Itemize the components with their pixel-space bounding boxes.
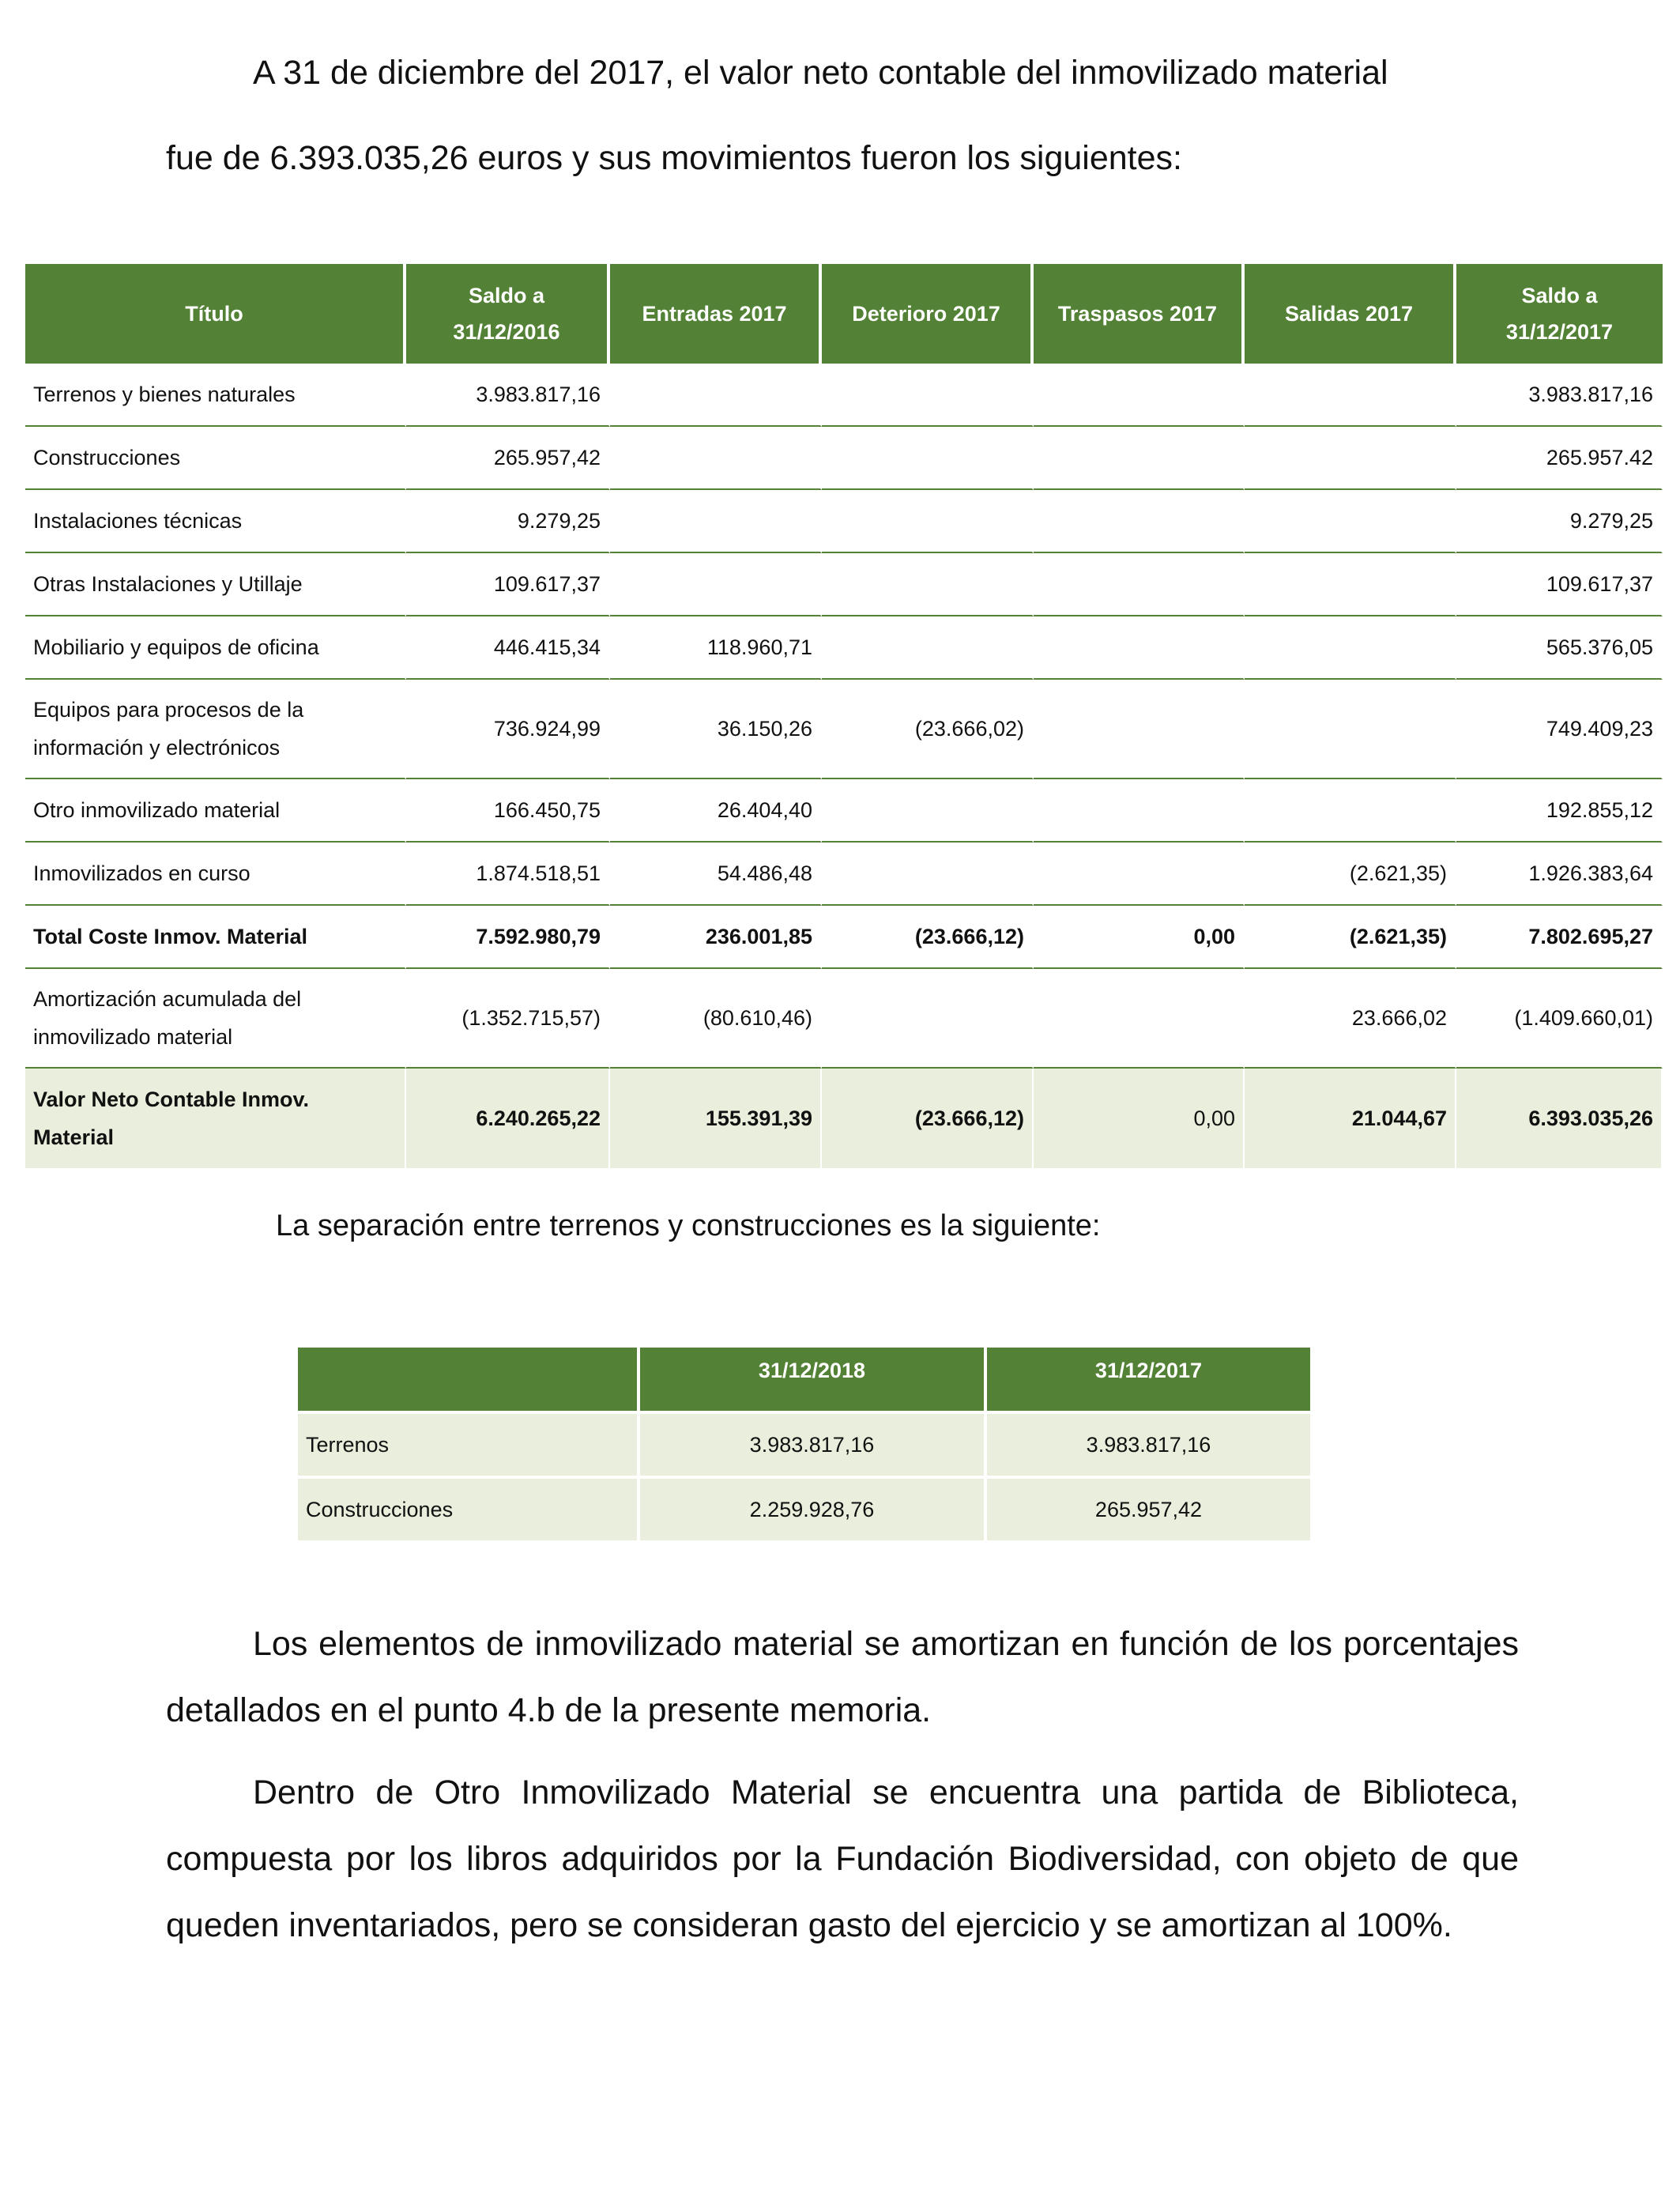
cell-deterioro: (23.666,12) <box>822 906 1034 969</box>
row-label: Inmovilizados en curso <box>25 843 406 906</box>
table-header-row <box>298 1348 1310 1411</box>
movements-table <box>25 264 1663 1168</box>
row-label-line1: Valor Neto Contable Inmov. <box>33 1088 310 1111</box>
table-row <box>25 969 1663 1069</box>
table-row <box>25 490 1663 553</box>
cell-deterioro <box>822 427 1034 490</box>
header-traspasos: Traspasos 2017 <box>1034 264 1245 364</box>
cell-deterioro <box>822 969 1034 1069</box>
row-label: Construcciones <box>298 1476 640 1540</box>
row-label: Instalaciones técnicas <box>25 490 406 553</box>
cell-salidas: (2.621,35) <box>1245 843 1456 906</box>
total-row <box>25 906 1663 969</box>
row-label: Construcciones <box>25 427 406 490</box>
cell-saldo-2017: 1.926.383,64 <box>1456 843 1663 906</box>
row-label-line2: Material <box>33 1125 115 1149</box>
cell-entradas <box>610 427 822 490</box>
cell-entradas: 36.150,26 <box>610 680 822 779</box>
cell-salidas <box>1245 490 1456 553</box>
cell-salidas: (2.621,35) <box>1245 906 1456 969</box>
row-label <box>25 969 406 1069</box>
row-label-line2: información y electrónicos <box>33 736 281 760</box>
cell-entradas: 236.001,85 <box>610 906 822 969</box>
amortization-paragraph: Los elementos de inmovilizado material se amortizan en función de los porcentajes detallados en el punto 4.b de la presente memoria. <box>166 1625 1519 1729</box>
header-entradas: Entradas 2017 <box>610 264 822 364</box>
cell-saldo-2016: 9.279,25 <box>406 490 610 553</box>
cell-saldo-2017: 9.279,25 <box>1456 490 1663 553</box>
cell-deterioro: (23.666,12) <box>822 1069 1034 1168</box>
cell-saldo-2017: 265.957.42 <box>1456 427 1663 490</box>
separation-text: La separación entre terrenos y construcciones es la siguiente: <box>276 1209 1101 1242</box>
cell-salidas <box>1245 779 1456 843</box>
table-row <box>298 1411 1310 1476</box>
row-label <box>25 680 406 779</box>
intro-line-2: fue de 6.393.035,26 euros y sus movimientos fueron los siguientes: <box>166 139 1182 177</box>
cell-deterioro <box>822 843 1034 906</box>
cell-saldo-2016: 1.874.518,51 <box>406 843 610 906</box>
cell-salidas <box>1245 680 1456 779</box>
row-label: Terrenos y bienes naturales <box>25 364 406 427</box>
cell-saldo-2017: (1.409.660,01) <box>1456 969 1663 1069</box>
cell-2018: 2.259.928,76 <box>640 1476 987 1540</box>
table-row <box>25 553 1663 616</box>
cell-2017: 3.983.817,16 <box>987 1411 1310 1476</box>
row-label-line2: inmovilizado material <box>33 1025 233 1049</box>
cell-saldo-2017: 3.983.817,16 <box>1456 364 1663 427</box>
table-row <box>298 1476 1310 1540</box>
cell-traspasos <box>1034 427 1245 490</box>
net-value-row <box>25 1069 1663 1168</box>
cell-saldo-2016: 3.983.817,16 <box>406 364 610 427</box>
row-label: Mobiliario y equipos de oficina <box>25 616 406 680</box>
header-saldo-2016 <box>406 264 610 364</box>
row-label: Otro inmovilizado material <box>25 779 406 843</box>
cell-saldo-2017: 192.855,12 <box>1456 779 1663 843</box>
table-header-row <box>25 264 1663 364</box>
row-label-line1: Equipos para procesos de la <box>33 698 304 722</box>
library-paragraph: Dentro de Otro Inmovilizado Material se encuentra una partida de Biblioteca, compuesta por los libros adquiridos por la Fundación Biodiversidad, con objeto de que queden inventariados, pero se consideran gasto del ejercicio y se amortizan al 100%. <box>166 1774 1519 1944</box>
cell-traspasos <box>1034 843 1245 906</box>
cell-saldo-2016: 6.240.265,22 <box>406 1069 610 1168</box>
cell-saldo-2017: 565.376,05 <box>1456 616 1663 680</box>
cell-salidas <box>1245 364 1456 427</box>
cell-saldo-2016: (1.352.715,57) <box>406 969 610 1069</box>
cell-deterioro <box>822 553 1034 616</box>
cell-deterioro <box>822 779 1034 843</box>
cell-traspasos <box>1034 553 1245 616</box>
cell-salidas: 23.666,02 <box>1245 969 1456 1069</box>
cell-saldo-2016: 446.415,34 <box>406 616 610 680</box>
cell-entradas <box>610 553 822 616</box>
row-label: Otras Instalaciones y Utillaje <box>25 553 406 616</box>
header-2017: 31/12/2017 <box>987 1348 1310 1411</box>
intro-line-1: A 31 de diciembre del 2017, el valor neto contable del inmovilizado material <box>253 54 1388 92</box>
header-titulo: Título <box>25 264 406 364</box>
table-row <box>25 680 1663 779</box>
cell-deterioro <box>822 364 1034 427</box>
cell-saldo-2016: 736.924,99 <box>406 680 610 779</box>
row-label-line1: Amortización acumulada del <box>33 987 302 1011</box>
cell-deterioro <box>822 490 1034 553</box>
header-saldo-2017-line1: Saldo a <box>1521 284 1598 307</box>
header-saldo-2017 <box>1456 264 1663 364</box>
land-buildings-table <box>298 1348 1310 1540</box>
cell-saldo-2016: 265.957,42 <box>406 427 610 490</box>
header-empty <box>298 1348 640 1411</box>
cell-entradas: 118.960,71 <box>610 616 822 680</box>
cell-traspasos: 0,00 <box>1034 1069 1245 1168</box>
cell-traspasos <box>1034 490 1245 553</box>
cell-deterioro <box>822 616 1034 680</box>
cell-saldo-2016: 7.592.980,79 <box>406 906 610 969</box>
cell-salidas <box>1245 616 1456 680</box>
cell-traspasos <box>1034 616 1245 680</box>
cell-entradas: 54.486,48 <box>610 843 822 906</box>
cell-saldo-2017: 6.393.035,26 <box>1456 1069 1663 1168</box>
cell-saldo-2017: 749.409,23 <box>1456 680 1663 779</box>
cell-entradas <box>610 364 822 427</box>
table-row <box>25 427 1663 490</box>
cell-entradas: 155.391,39 <box>610 1069 822 1168</box>
cell-traspasos <box>1034 969 1245 1069</box>
header-saldo-2016-line1: Saldo a <box>468 284 545 307</box>
cell-entradas: (80.610,46) <box>610 969 822 1069</box>
row-label: Terrenos <box>298 1411 640 1476</box>
table-row <box>25 364 1663 427</box>
cell-salidas <box>1245 427 1456 490</box>
table-row <box>25 843 1663 906</box>
table-row <box>25 779 1663 843</box>
cell-salidas: 21.044,67 <box>1245 1069 1456 1168</box>
cell-saldo-2016: 166.450,75 <box>406 779 610 843</box>
header-deterioro: Deterioro 2017 <box>822 264 1034 364</box>
cell-salidas <box>1245 553 1456 616</box>
header-salidas: Salidas 2017 <box>1245 264 1456 364</box>
cell-traspasos <box>1034 364 1245 427</box>
cell-saldo-2016: 109.617,37 <box>406 553 610 616</box>
row-label: Total Coste Inmov. Material <box>25 906 406 969</box>
cell-traspasos <box>1034 779 1245 843</box>
cell-saldo-2017: 7.802.695,27 <box>1456 906 1663 969</box>
cell-2017: 265.957,42 <box>987 1476 1310 1540</box>
header-saldo-2017-line2: 31/12/2017 <box>1505 320 1614 344</box>
cell-traspasos <box>1034 680 1245 779</box>
cell-2018: 3.983.817,16 <box>640 1411 987 1476</box>
cell-entradas: 26.404,40 <box>610 779 822 843</box>
cell-traspasos: 0,00 <box>1034 906 1245 969</box>
table-row <box>25 616 1663 680</box>
cell-saldo-2017: 109.617,37 <box>1456 553 1663 616</box>
row-label <box>25 1069 406 1168</box>
header-2018: 31/12/2018 <box>640 1348 987 1411</box>
cell-entradas <box>610 490 822 553</box>
cell-deterioro: (23.666,02) <box>822 680 1034 779</box>
header-saldo-2016-line2: 31/12/2016 <box>453 320 560 344</box>
